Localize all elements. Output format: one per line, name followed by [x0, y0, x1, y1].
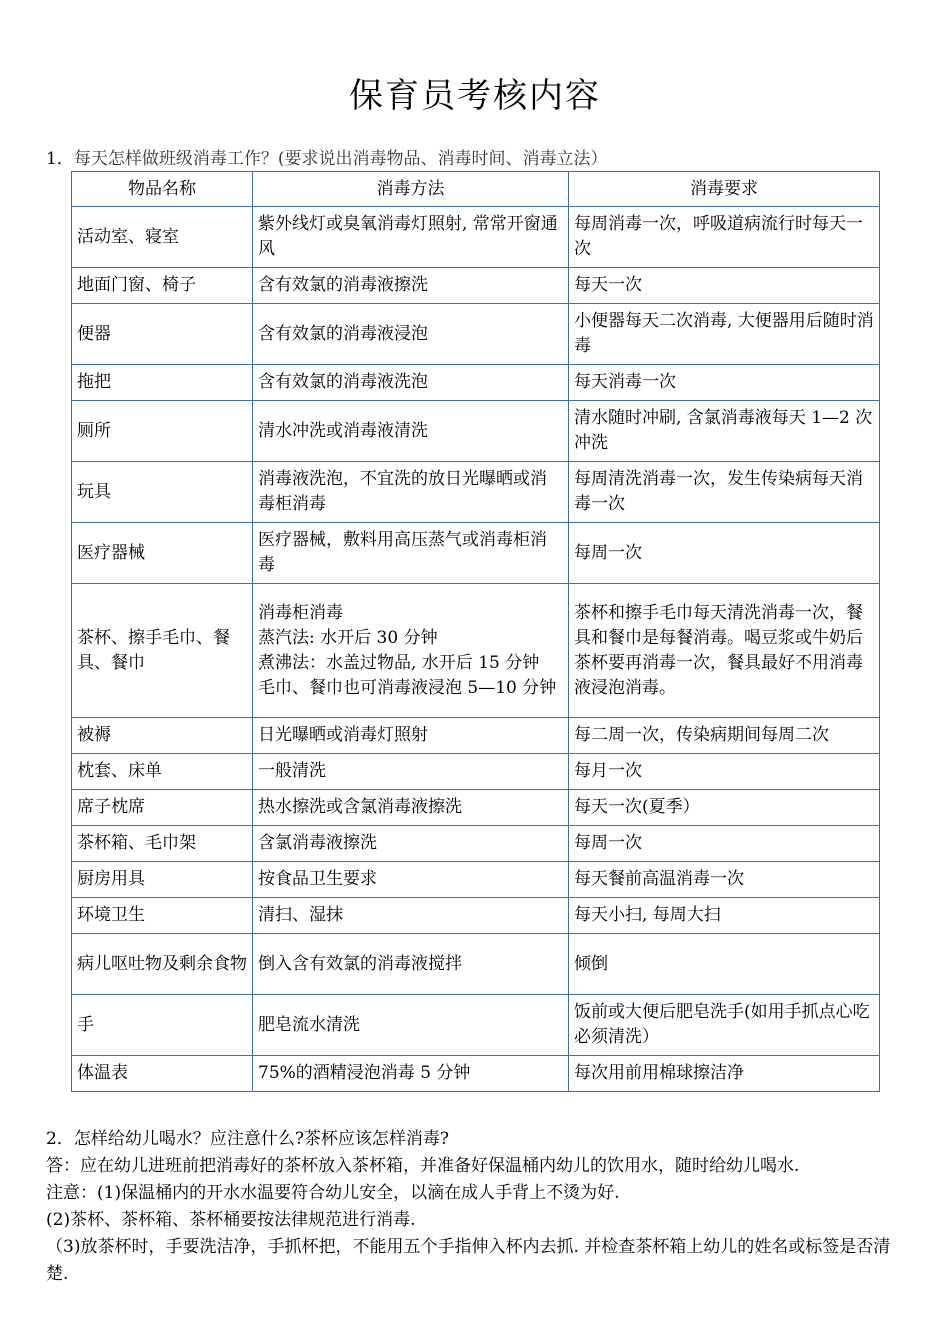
cell-method: 清水冲洗或消毒液清洗 [253, 401, 569, 462]
cell-method: 日光曝晒或消毒灯照射 [253, 718, 569, 754]
cell-requirement: 每天消毒一次 [569, 365, 880, 401]
table-row [72, 207, 880, 268]
question-2-block [46, 1126, 906, 1288]
cell-method: 热水擦洗或含氯消毒液擦洗 [253, 790, 569, 826]
cell-item-name: 席子枕席 [72, 790, 253, 826]
question-1-number: 1． [46, 149, 74, 169]
table-row [72, 462, 880, 523]
header-item-name: 物品名称 [72, 172, 253, 207]
cell-item-name: 地面门窗、椅子 [72, 268, 253, 304]
note-3: （3)放茶杯时，手要洗洁净，手抓杯把，不能用五个手指伸入杯内去抓. 并检查茶杯箱上幼儿的姓名或标签是否清楚. [46, 1237, 891, 1284]
header-requirement: 消毒要求 [569, 172, 880, 207]
cell-item-name: 手 [72, 995, 253, 1056]
cell-requirement: 每天一次 [569, 268, 880, 304]
cell-requirement: 倾倒 [569, 934, 880, 995]
table-row [72, 934, 880, 995]
table-row [72, 584, 880, 718]
cell-method: 消毒液洗泡，不宜洗的放日光曝晒或消毒柜消毒 [253, 462, 569, 523]
note-2: (2)茶杯、茶杯箱、茶杯桶要按法律规范进行消毒. [46, 1210, 416, 1230]
cell-item-name: 便器 [72, 304, 253, 365]
cell-method: 一般清洗 [253, 754, 569, 790]
cell-requirement: 小便器每天二次消毒, 大便器用后随时消毒 [569, 304, 880, 365]
cell-method: 含有效氯的消毒液擦洗 [253, 268, 569, 304]
cell-requirement: 每周消毒一次，呼吸道病流行时每天一次 [569, 207, 880, 268]
cell-item-name: 环境卫生 [72, 898, 253, 934]
cell-requirement: 每周一次 [569, 523, 880, 584]
cell-requirement: 每天小扫, 每周大扫 [569, 898, 880, 934]
cell-requirement: 茶杯和擦手毛巾每天清洗消毒一次，餐具和餐巾是每餐消毒。喝豆浆或牛奶后茶杯要再消毒一次，餐具最好不用消毒液浸泡消毒。 [569, 584, 880, 718]
table-row [72, 995, 880, 1056]
question-2: 2．怎样给幼儿喝水？应注意什么?茶杯应该怎样消毒? [46, 1129, 450, 1149]
table-row [72, 826, 880, 862]
cell-requirement: 每天一次(夏季） [569, 790, 880, 826]
table-row [72, 790, 880, 826]
cell-item-name: 医疗器械 [72, 523, 253, 584]
cell-method: 紫外线灯或臭氧消毒灯照射, 常常开窗通风 [253, 207, 569, 268]
table-row [72, 898, 880, 934]
cell-method: 倒入含有效氯的消毒液搅拌 [253, 934, 569, 995]
cell-method: 清扫、湿抹 [253, 898, 569, 934]
header-method: 消毒方法 [253, 172, 569, 207]
disinfection-table [71, 171, 880, 1092]
table-row [72, 365, 880, 401]
cell-item-name: 枕套、床单 [72, 754, 253, 790]
table-header-row [72, 172, 880, 207]
question-1-text: 每天怎样做班级消毒工作？(要求说出消毒物品、消毒时间、消毒立法） [73, 149, 608, 169]
cell-item-name: 玩具 [72, 462, 253, 523]
cell-method: 含有效氯的消毒液浸泡 [253, 304, 569, 365]
cell-requirement: 每次用前用棉球擦洁净 [569, 1056, 880, 1092]
cell-item-name: 厕所 [72, 401, 253, 462]
cell-requirement: 清水随时冲刷, 含氯消毒液每天 1—2 次冲洗 [569, 401, 880, 462]
cell-requirement: 每二周一次，传染病期间每周二次 [569, 718, 880, 754]
table-row [72, 401, 880, 462]
cell-item-name: 活动室、寝室 [72, 207, 253, 268]
cell-method: 按食品卫生要求 [253, 862, 569, 898]
answer-text: 答：应在幼儿进班前把消毒好的茶杯放入茶杯箱，并准备好保温桶内幼儿的饮用水，随时给幼儿喝水. [46, 1156, 800, 1176]
cell-item-name: 厨房用具 [72, 862, 253, 898]
cell-requirement: 每周一次 [569, 826, 880, 862]
cell-method: 肥皂流水清洗 [253, 995, 569, 1056]
cell-requirement: 每月一次 [569, 754, 880, 790]
cell-requirement: 每周清洗消毒一次，发生传染病每天消毒一次 [569, 462, 880, 523]
table-row [72, 523, 880, 584]
cell-requirement: 每天餐前高温消毒一次 [569, 862, 880, 898]
cell-method: 含氯消毒液擦洗 [253, 826, 569, 862]
table-row [72, 268, 880, 304]
table-row [72, 862, 880, 898]
cell-item-name: 拖把 [72, 365, 253, 401]
cell-item-name: 茶杯箱、毛巾架 [72, 826, 253, 862]
cell-item-name: 体温表 [72, 1056, 253, 1092]
table-row [72, 718, 880, 754]
cell-item-name: 被褥 [72, 718, 253, 754]
cell-method: 消毒柜消毒 蒸汽法: 水开后 30 分钟 煮沸法：水盖过物品, 水开后 15 分钟 毛巾、餐巾也可消毒液浸泡 5—10 分钟 [253, 584, 569, 718]
note-1: 注意：(1)保温桶内的开水水温要符合幼儿安全，以滴在成人手背上不烫为好. [46, 1183, 620, 1203]
cell-method: 含有效氯的消毒液洗泡 [253, 365, 569, 401]
cell-method: 医疗器械，敷料用高压蒸气或消毒柜消毒 [253, 523, 569, 584]
cell-item-name: 茶杯、擦手毛巾、餐具、餐巾 [72, 584, 253, 718]
page-title: 保育员考核内容 [349, 76, 601, 116]
question-1 [46, 146, 906, 172]
table-row [72, 304, 880, 365]
cell-item-name: 病儿呕吐物及剩余食物 [72, 934, 253, 995]
table-row [72, 754, 880, 790]
cell-requirement: 饭前或大便后肥皂洗手(如用手抓点心吃必须清洗） [569, 995, 880, 1056]
table-row [72, 1056, 880, 1092]
cell-method: 75%的酒精浸泡消毒 5 分钟 [253, 1056, 569, 1092]
